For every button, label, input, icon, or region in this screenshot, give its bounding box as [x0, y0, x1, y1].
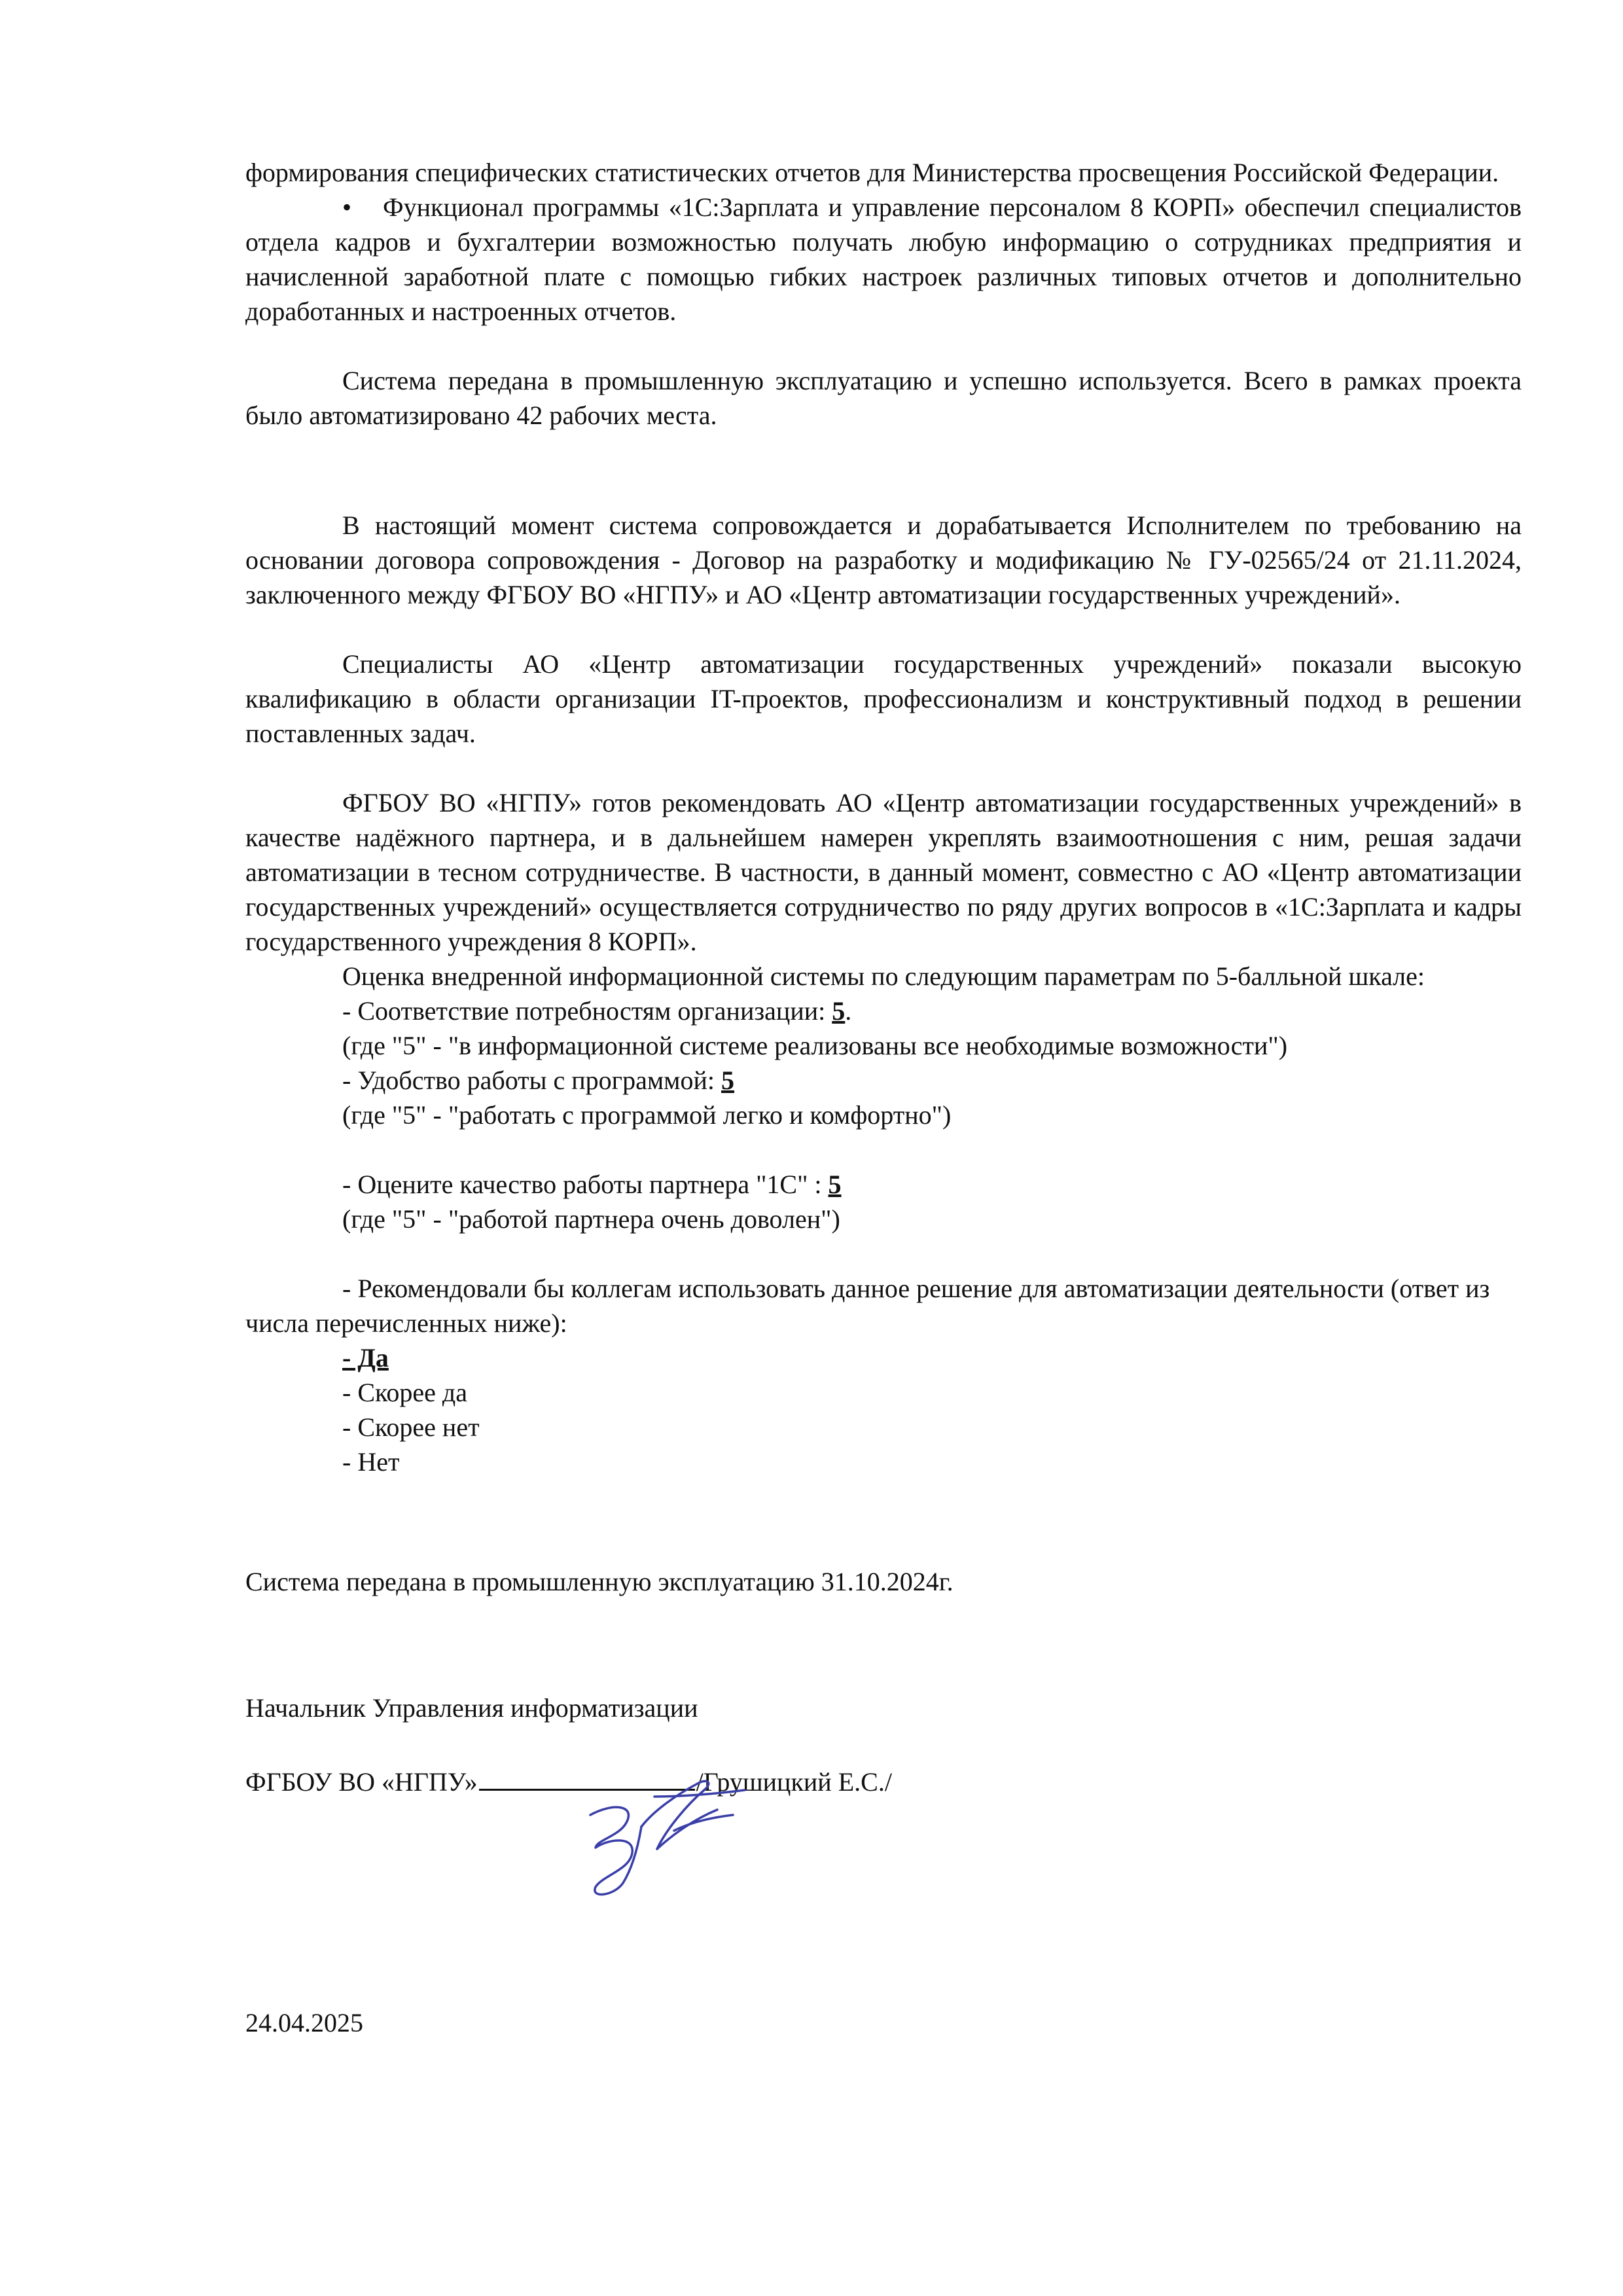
- bullet-icon: •: [342, 192, 352, 222]
- rating-usability: - Удобство работы с программой: 5: [342, 1066, 734, 1095]
- signatory-position: Начальник Управления информатизации: [245, 1693, 698, 1723]
- signatory-name: /Грушицкий Е.С./: [696, 1767, 892, 1797]
- rating-usability-note: (где "5" - "работать с программой легко и комфортно"): [342, 1100, 952, 1130]
- paragraph-system-transferred: Система передана в промышленную эксплуатацию и успешно используется. Всего в рамках проекта было автоматизировано 42 рабочих места.: [245, 366, 1522, 430]
- paragraph-specialists: Специалисты АО «Центр автоматизации государственных учреждений» показали высокую квалификацию в области организации IT-проектов, профессионализм и конструктивный подход в решении поставленных задач.: [245, 649, 1522, 748]
- rating-partner-note: (где "5" - "работой партнера очень доволен"): [342, 1204, 840, 1234]
- document-date: 24.04.2025: [245, 2008, 363, 2037]
- recommend-question: - Рекомендовали бы коллегам использовать данное решение для автоматизации деятельности (ответ из числа перечисленных ниже):: [245, 1274, 1490, 1338]
- recommend-option: - Скорее нет: [342, 1412, 480, 1442]
- handwritten-signature: [550, 1770, 753, 1908]
- signature-line: [245, 1765, 1522, 1799]
- signatory-org: ФГБОУ ВО «НГПУ»: [245, 1767, 478, 1797]
- recommend-option-selected: - Да: [342, 1343, 389, 1372]
- paragraph-continuation: формирования специфических статистических отчетов для Министерства просвещения Российской Федерации.: [245, 158, 1499, 187]
- ratings-block: [245, 994, 1522, 1271]
- paragraph-support-contract: В настоящий момент система сопровождается и дорабатывается Исполнителем по требованию на основании договора сопровождения - Договор на разработку и модификацию № ГУ-02565/24 от 21.11.2024, заключенного между ФГБОУ ВО «НГПУ» и АО «Центр автоматизации государственных учреждений».: [245, 511, 1522, 609]
- rating-fit-note: (где "5" - "в информационной системе реализованы все необходимые возможности"): [342, 1031, 1288, 1060]
- handover-statement: Система передана в промышленную эксплуатацию 31.10.2024г.: [245, 1567, 954, 1596]
- paragraph-recommendation: ФГБОУ ВО «НГПУ» готов рекомендовать АО «Центр автоматизации государственных учреждений» в качестве надёжного партнера, и в дальнейшем намерен укреплять взаимоотношения с ним, решая задачи автоматизации в тесном сотрудничестве. В частности, в данный момент, совместно с АО «Центр автоматизации государственных учреждений» осуществляется сотрудничество по ряду других вопросов в «1С:Зарплата и кадры государственного учреждения 8 КОРП».: [245, 788, 1522, 956]
- rating-fit-value: 5: [832, 996, 846, 1026]
- recommend-options: [245, 1340, 1522, 1479]
- document-body: [245, 155, 1522, 1799]
- recommend-option: - Нет: [342, 1447, 400, 1477]
- rating-fit: - Соответствие потребностям организации: 5.: [342, 996, 852, 1026]
- bullet-text: Функционал программы «1С:Зарплата и управление персоналом 8 КОРП» обеспечил специалистов отдела кадров и бухгалтерии возможностью получать любую информацию о сотрудниках предприятия и начисленной заработной плате с помощью гибких настроек различных типовых отчетов и дополнительно доработанных и настроенных отчетов.: [245, 192, 1522, 326]
- rating-usability-value: 5: [721, 1066, 734, 1095]
- recommend-option: - Скорее да: [342, 1378, 468, 1407]
- paragraph-rating-intro: Оценка внедренной информационной системы по следующим параметрам по 5-балльной шкале:: [342, 961, 1425, 991]
- bullet-paragraph: [245, 190, 1522, 329]
- rating-partner: - Оцените качество работы партнера "1С" : 5: [342, 1170, 842, 1199]
- rating-partner-value: 5: [828, 1170, 842, 1199]
